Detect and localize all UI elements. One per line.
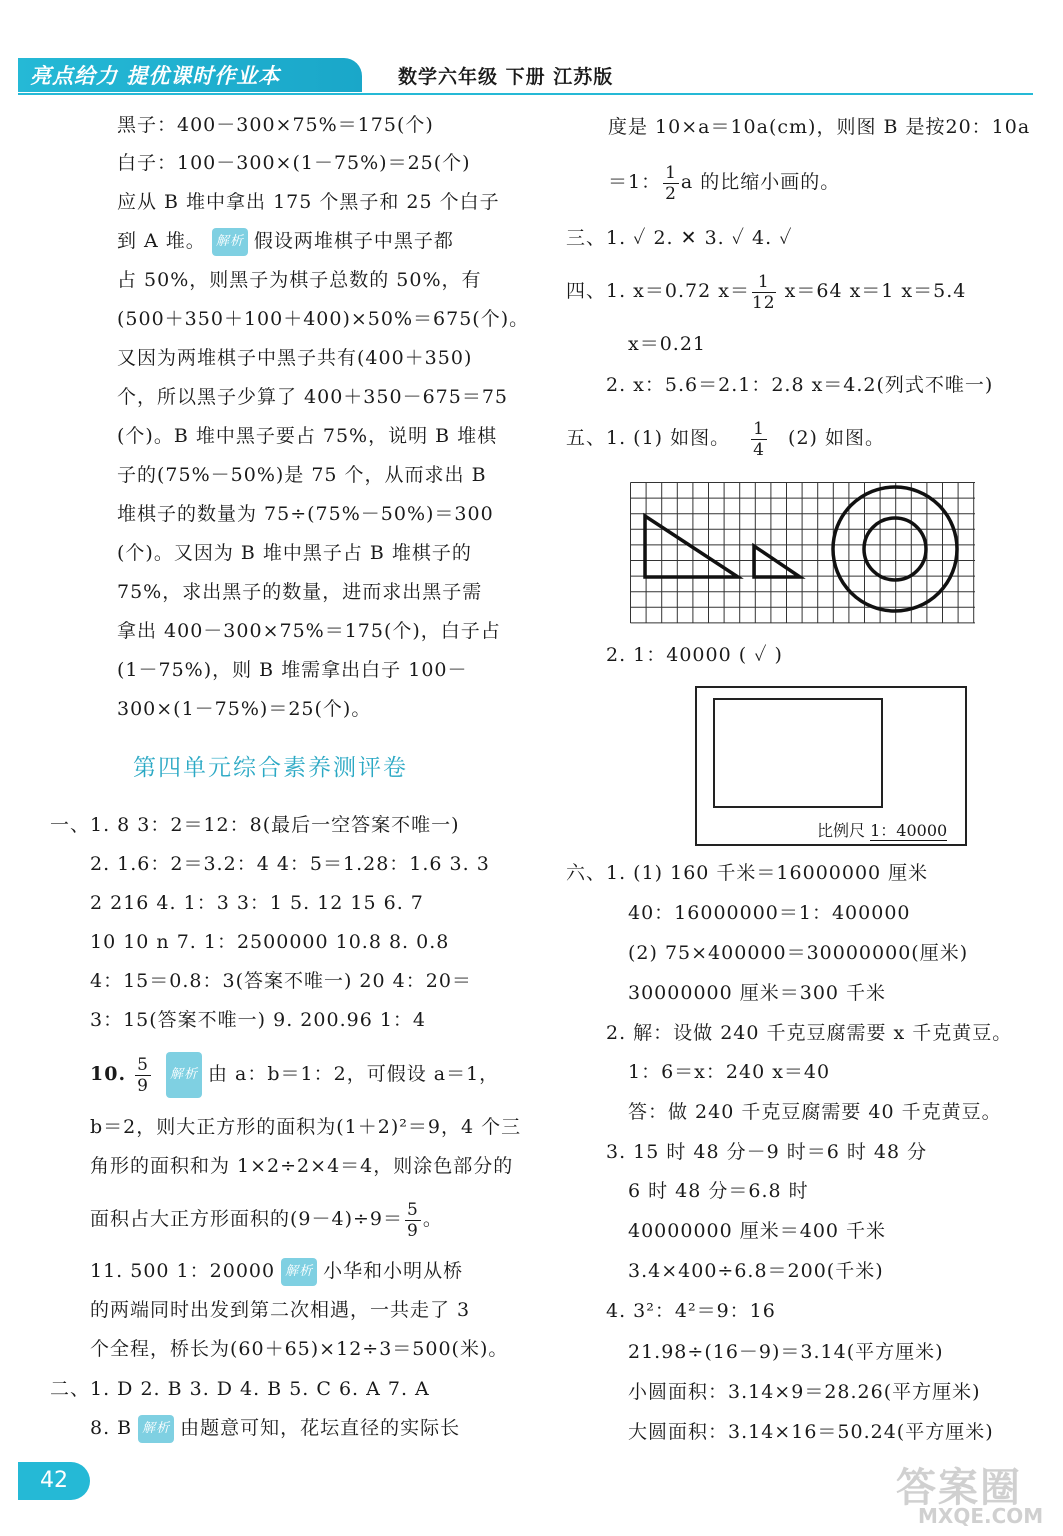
right-line: 1：6＝x：240 x＝40	[628, 1061, 831, 1083]
right-line: 30000000 厘米＝300 千米	[628, 982, 887, 1004]
section-title: 第四单元综合素养测评卷	[133, 755, 408, 781]
right-text: 四、1. x＝0.72 x＝	[566, 280, 750, 302]
fraction-den: 9	[137, 1075, 149, 1096]
small-triangle	[754, 546, 800, 577]
right-line: x＝0.21	[628, 333, 707, 355]
right-line	[566, 416, 885, 460]
analysis-tag: 解析	[281, 1258, 317, 1286]
left-line: 子的(75%－50%)是 75 个，从而求出 B	[117, 464, 487, 486]
left-text: 8. B	[90, 1417, 133, 1439]
left-line: (500＋350＋100＋400)×50%＝675(个)。	[117, 308, 530, 330]
book-subject: 数学六年级 下册 江苏版	[398, 66, 614, 88]
right-line: 4. 3²：4²＝9：16	[606, 1300, 776, 1322]
right-text: x＝64 x＝1 x＝5.4	[784, 280, 967, 302]
map-rectangle	[713, 698, 883, 808]
question-number: 10.	[90, 1063, 127, 1085]
header-rule	[18, 93, 1033, 95]
right-line	[566, 269, 966, 313]
right-line: 2. 解：设做 240 千克豆腐需要 x 千克黄豆。	[606, 1022, 1013, 1044]
fraction	[405, 1200, 421, 1241]
answer-line	[90, 1052, 499, 1098]
left-line: 占 50%，则黑子为棋子总数的 50%，有	[117, 269, 482, 291]
left-line: 拿出 400－300×75%＝175(个)，白子占	[117, 620, 501, 642]
answer-line: 个全程，桥长为(60＋65)×12÷3＝500(米)。	[90, 1338, 509, 1360]
fraction-den: 12	[751, 292, 776, 313]
fraction-num: 5	[407, 1199, 419, 1220]
left-line: 300×(1－75%)＝25(个)。	[117, 698, 372, 720]
fraction-den: 9	[407, 1220, 419, 1241]
fraction-num: 1	[665, 162, 677, 183]
fraction-num: 5	[137, 1054, 149, 1075]
left-line: 黑子：400－300×75%＝175(个)	[117, 114, 434, 136]
left-line: 堆棋子的数量为 75÷(75%－50%)＝300	[117, 503, 494, 525]
fraction	[135, 1055, 151, 1096]
right-text: ＝1：	[608, 171, 662, 193]
right-text: a 的比缩小画的。	[680, 171, 841, 193]
small-circle	[864, 518, 926, 580]
map-figure	[695, 686, 967, 846]
right-line: 大圆面积：3.14×16＝50.24(平方厘米)	[628, 1421, 994, 1443]
watermark-logo: 答案圈	[896, 1465, 1022, 1511]
left-text: 11. 500 1：20000	[90, 1260, 276, 1282]
right-line	[608, 160, 840, 204]
left-text: 面积占大正方形面积的(9－4)÷9＝	[90, 1208, 404, 1230]
scale-label: 比例尺	[817, 821, 866, 840]
page-number: 42	[18, 1462, 90, 1500]
left-line: (个)。B 堆中黑子要占 75%，说明 B 堆棋	[117, 425, 498, 447]
analysis-tag: 解析	[166, 1052, 202, 1098]
right-line: (2) 75×400000＝30000000(厘米)	[628, 942, 969, 964]
right-line: 六、1. (1) 160 千米＝16000000 厘米	[566, 862, 929, 884]
answer-line: b＝2，则大正方形的面积为(1＋2)²＝9，4 个三	[90, 1116, 522, 1138]
left-line: 个，所以黑子少算了 400＋350－675＝75	[117, 386, 509, 408]
answer-line: 4：15＝0.8：3(答案不唯一) 20 4：20＝	[90, 970, 472, 992]
left-line: 应从 B 堆中拿出 175 个黑子和 25 个白子	[117, 191, 500, 213]
left-line: 白子：100－300×(1－75%)＝25(个)	[117, 152, 471, 174]
answer-line: 的两端同时出发到第二次相遇，一共走了 3	[90, 1299, 471, 1321]
left-line: 又因为两堆棋子中黑子共有(400＋350)	[117, 347, 473, 369]
large-circle	[833, 487, 957, 611]
scale-bar	[817, 818, 947, 841]
analysis-tag: 解析	[138, 1415, 174, 1443]
answer-line: 3：15(答案不唯一) 9. 200.96 1：4	[90, 1009, 426, 1031]
fraction-num: 1	[753, 418, 765, 439]
grid-figure	[630, 482, 976, 624]
brand-title: 亮点给力 提优课时作业本	[30, 64, 281, 88]
right-line: 3. 15 时 48 分－9 时＝6 时 48 分	[606, 1141, 928, 1163]
right-text: 五、1. (1) 如图。	[566, 427, 731, 449]
right-line: 三、1. ✓ 2. ✕ 3. ✓ 4. ✓	[566, 227, 793, 249]
answer-line	[90, 1258, 463, 1286]
left-line: (个)。又因为 B 堆中黑子占 B 堆棋子的	[117, 542, 472, 564]
left-text: 。	[422, 1208, 443, 1230]
watermark	[878, 1450, 1053, 1530]
answer-line: 角形的面积和为 1×2÷2×4＝4，则涂色部分的	[90, 1155, 514, 1177]
left-text: 由题意可知，花坛直径的实际长	[180, 1417, 461, 1439]
left-line	[117, 228, 454, 256]
watermark-url: MXQE.COM	[918, 1504, 1044, 1528]
answer-line: 2 216 4. 1：3 3：1 5. 12 15 6. 7	[90, 892, 424, 914]
fraction	[751, 419, 767, 460]
right-line: 21.98÷(16－9)＝3.14(平方厘米)	[628, 1341, 944, 1363]
right-text: (2) 如图。	[788, 427, 886, 449]
fraction-num: 1	[752, 272, 776, 293]
fraction	[752, 272, 776, 313]
answer-line: 10 10 n 7. 1：2500000 10.8 8. 0.8	[90, 931, 450, 953]
right-line: 6 时 48 分＝6.8 时	[628, 1180, 809, 1202]
left-text: 由 a：b＝1：2，可假设 a＝1，	[208, 1063, 500, 1085]
right-line: 2. 1：40000 ( ✓ )	[606, 644, 783, 666]
analysis-tag: 解析	[212, 228, 248, 256]
left-line: 75%，求出黑子的数量，进而求出黑子需	[117, 581, 483, 603]
right-line: 小圆面积：3.14×9＝28.26(平方厘米)	[628, 1381, 981, 1403]
left-text: 小华和小明从桥	[323, 1260, 464, 1282]
answer-line: 一、1. 8 3：2＝12：8(最后一空答案不唯一)	[50, 814, 460, 836]
answer-line	[90, 1197, 443, 1241]
fraction	[663, 163, 679, 204]
right-line: 40000000 厘米＝400 千米	[628, 1220, 887, 1242]
left-text: 假设两堆棋子中黑子都	[253, 230, 454, 252]
left-text: 到 A 堆。	[117, 230, 206, 252]
answer-line: 二、1. D 2. B 3. D 4. B 5. C 6. A 7. A	[50, 1378, 430, 1400]
right-line: 3.4×400÷6.8＝200(千米)	[628, 1260, 884, 1282]
left-line: (1－75%)，则 B 堆需拿出白子 100－	[117, 659, 468, 681]
fraction-den: 4	[753, 439, 765, 460]
right-line: 度是 10×a＝10a(cm)，则图 B 是按20：10a	[608, 116, 1031, 138]
right-line: 40：16000000＝1：400000	[628, 902, 911, 924]
answer-line: 2. 1.6：2＝3.2：4 4：5＝1.28：1.6 3. 3	[90, 853, 490, 875]
right-line: 答：做 240 千克豆腐需要 40 千克黄豆。	[628, 1101, 1002, 1123]
fraction-den: 2	[665, 183, 677, 204]
answer-line	[90, 1415, 460, 1443]
right-line: 2. x：5.6＝2.1：2.8 x＝4.2(列式不唯一)	[606, 374, 994, 396]
scale-value: 1：40000	[870, 821, 948, 840]
